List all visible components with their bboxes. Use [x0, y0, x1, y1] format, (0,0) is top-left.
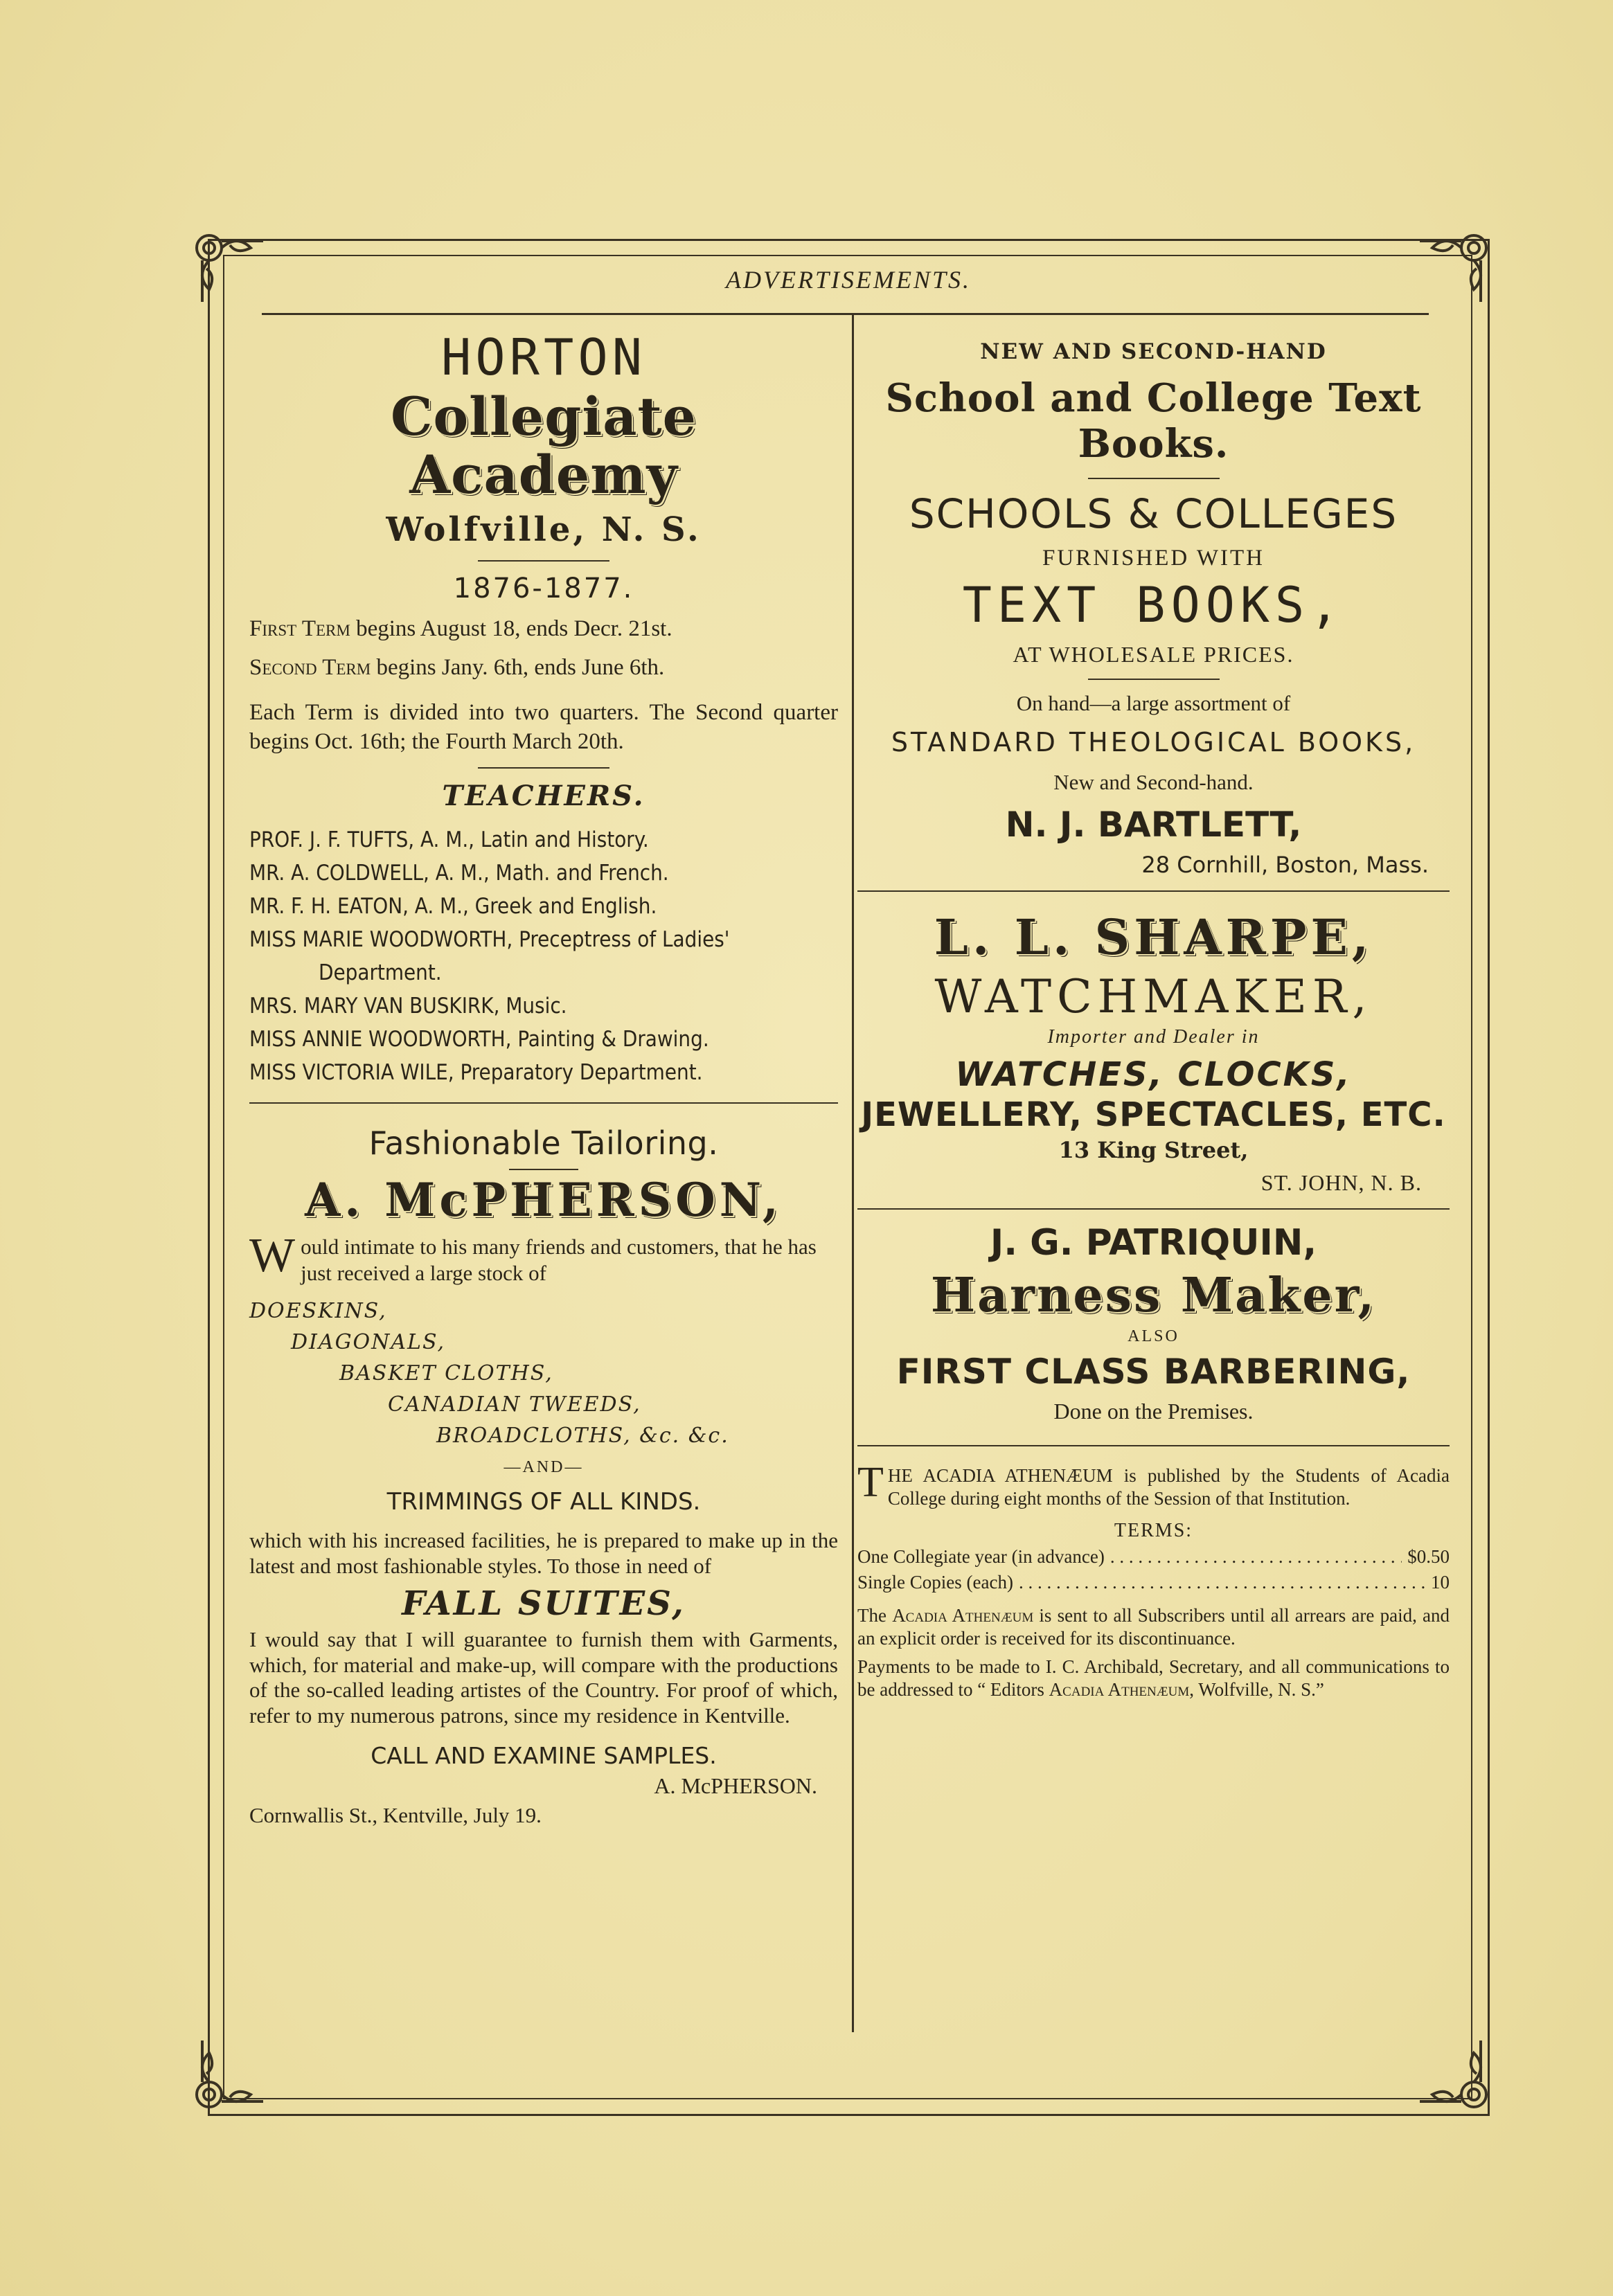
new-second-hand: NEW AND SECOND-HAND	[980, 339, 1327, 364]
also-label: ALSO	[1128, 1327, 1179, 1345]
horton-academy-ad	[249, 328, 838, 1090]
teacher-entry: MR. A. COLDWELL, A. M., Math. and French.	[249, 861, 669, 886]
and-separator: —AND—	[503, 1458, 584, 1476]
leader-dots	[1110, 1546, 1402, 1568]
second-term	[249, 653, 838, 682]
patriquin-name: J. G. PATRIQUIN,	[990, 1222, 1317, 1264]
terms-heading: TERMS:	[1114, 1519, 1193, 1541]
signature: A. McPHERSON.	[654, 1773, 817, 1799]
divider	[1088, 478, 1220, 479]
sharpe-city: ST. JOHN, N. B.	[1260, 1170, 1422, 1195]
second-term-text: begins Jany. 6th, ends June 6th.	[371, 655, 665, 681]
divider	[509, 1169, 578, 1170]
furnished-with: FURNISHED WITH	[1042, 546, 1265, 571]
teacher-entry-continued: Department.	[319, 960, 442, 986]
teacher-entry: MR. F. H. EATON, A. M., Greek and English.	[249, 894, 657, 920]
corner-ornament-icon	[181, 220, 265, 303]
cloth-item: DIAGONALS,	[291, 1330, 445, 1354]
first-term-text: begins August 18, ends Decr. 21st.	[350, 616, 672, 642]
athenaeum-intro-caps: HE ACADIA ATHENÆUM	[887, 1465, 1113, 1486]
price-label: Single Copies (each)	[857, 1571, 1013, 1593]
divider	[478, 767, 609, 769]
academy-location: Wolfville, N. S.	[386, 510, 702, 550]
jewellery-line: JEWELLERY, SPECTACLES, ETC.	[861, 1095, 1446, 1134]
tailoring-ad	[249, 1124, 838, 1829]
cloth-item: CANADIAN TWEEDS,	[388, 1392, 641, 1417]
subscription-note	[857, 1604, 1450, 1650]
page-header-title: ADVERTISEMENTS.	[726, 266, 971, 294]
payments-note-pre: Payments to be made to I. C. Archibald, Secretary, and all communications to be addressed to “ Editors	[857, 1656, 1450, 1700]
teacher-entry: MISS MARIE WOODWORTH, Preceptress of Ladies'	[249, 927, 730, 953]
bartlett-address: 28 Cornhill, Boston, Mass.	[1141, 852, 1429, 878]
price-value: $0.50	[1407, 1545, 1450, 1567]
athenaeum-intro	[857, 1459, 1450, 1510]
divider	[478, 560, 609, 562]
academy-name: Collegiate Academy	[391, 386, 697, 505]
subscription-note-text: is sent to all Subscribers until all arrears are paid, and an explicit order is received for its discontinuance.	[857, 1604, 1450, 1649]
sharpe-name: L. L. SHARPE,	[934, 908, 1373, 966]
corner-ornament-icon	[181, 2039, 265, 2122]
second-term-label: Second Term	[249, 655, 371, 681]
column-divider	[852, 315, 854, 2032]
teacher-entry: MISS VICTORIA WILE, Preparatory Department.	[249, 1060, 703, 1086]
term-dates	[249, 614, 838, 756]
athenaeum-intro-text: is published by the Students of Acadia College during eight months of the Session of that Institution.	[887, 1465, 1450, 1509]
section-divider	[857, 1445, 1450, 1446]
text-books: TEXT BOOKS,	[962, 577, 1345, 634]
header-rule	[262, 313, 1429, 315]
sharpe-trade: WATCHMAKER,	[934, 970, 1373, 1023]
facilities-text: which with his increased facilities, he is prepared to make up in the latest and most fashionable styles. To those in need of	[249, 1528, 838, 1578]
teachers-heading: TEACHERS.	[442, 780, 645, 813]
sharpe-street: 13 King Street,	[1058, 1137, 1249, 1163]
cloth-list	[249, 1295, 838, 1451]
horton-title: HORTON	[440, 328, 647, 386]
tailoring-heading: Fashionable Tailoring.	[368, 1124, 719, 1162]
teachers-list	[249, 823, 838, 1089]
teacher-entry: MRS. MARY VAN BUSKIRK, Music.	[249, 994, 567, 1019]
divider	[1088, 679, 1220, 680]
payments-note-caps: Acadia Athenæum	[1049, 1678, 1190, 1700]
cloth-item: DOESKINS,	[249, 1299, 387, 1323]
barbering-line: FIRST CLASS BARBERING,	[896, 1352, 1411, 1392]
athenaeum-notice	[857, 1459, 1450, 1701]
guarantee-text: I would say that I will guarantee to furnish them with Garments, which, for material and make-up, will compare with the productions of the so-called leading artistes of the Country. For proof of which, refer to my numerous patrons, since my residence in Kentville.	[249, 1627, 838, 1728]
section-divider	[249, 1102, 838, 1104]
bartlett-ad	[857, 339, 1450, 878]
cloth-item: BASKET CLOTHS,	[339, 1361, 553, 1385]
watches-clocks: WATCHES, CLOCKS,	[955, 1055, 1352, 1094]
price-label: One Collegiate year (in advance)	[857, 1545, 1105, 1567]
first-term-label: First Term	[249, 616, 350, 642]
premises-line: Done on the Premises.	[1053, 1399, 1254, 1424]
leader-dots	[1019, 1572, 1425, 1593]
drop-cap: T	[857, 1459, 884, 1506]
price-value: 10	[1431, 1571, 1450, 1593]
price-row	[857, 1572, 1450, 1593]
tailoring-intro	[249, 1228, 838, 1288]
payments-note-text: , Wolfville, N. S.”	[1189, 1678, 1324, 1700]
fall-suites: FALL SUITES,	[402, 1584, 686, 1624]
new-and-second-hand: New and Second-hand.	[1053, 770, 1254, 794]
standard-theological: STANDARD THEOLOGICAL BOOKS,	[891, 727, 1416, 757]
importer-line: Importer and Dealer in	[1047, 1026, 1260, 1048]
teacher-entry: MISS ANNIE WOODWORTH, Painting & Drawing.	[249, 1027, 709, 1052]
academic-year: 1876-1877.	[453, 573, 634, 605]
left-column	[249, 325, 838, 1828]
cloth-item: BROADCLOTHS, &c. &c.	[436, 1424, 729, 1448]
tailor-name: A. McPHERSON,	[305, 1172, 783, 1227]
section-divider	[857, 1208, 1450, 1210]
price-row	[857, 1546, 1450, 1568]
wholesale-prices: AT WHOLESALE PRICES.	[1013, 642, 1294, 667]
schools-colleges: SCHOOLS & COLLEGES	[909, 490, 1398, 537]
patriquin-ad	[857, 1222, 1450, 1424]
call-line: CALL AND EXAMINE SAMPLES.	[371, 1742, 717, 1770]
sharpe-ad	[857, 908, 1450, 1196]
bartlett-name: N. J. BARTLETT,	[1005, 805, 1302, 845]
subscription-note-caps: Acadia Athenæum	[892, 1604, 1034, 1626]
teacher-entry: PROF. J. F. TUFTS, A. M., Latin and History.	[249, 827, 649, 853]
textbooks-blackletter: School and College Text Books.	[885, 375, 1422, 467]
section-divider	[857, 890, 1450, 892]
quarters-note: Each Term is divided into two quarters. The Second quarter begins Oct. 16th; the Fourth March 20th.	[249, 699, 838, 754]
tailoring-intro-text: ould intimate to his many friends and customers, that he has just received a large stock of	[301, 1234, 817, 1286]
on-hand: On hand—a large assortment of	[1016, 691, 1291, 715]
dateline: Cornwallis St., Kentville, July 19.	[249, 1803, 542, 1828]
subscription-note-pre: The	[857, 1604, 893, 1626]
drop-cap: W	[249, 1228, 296, 1282]
trimmings-line: TRIMMINGS OF ALL KINDS.	[386, 1488, 701, 1516]
payments-note	[857, 1656, 1450, 1701]
patriquin-trade: Harness Maker,	[930, 1268, 1377, 1323]
right-column	[857, 325, 1450, 1701]
first-term	[249, 614, 838, 643]
corner-ornament-icon	[1418, 2039, 1501, 2122]
